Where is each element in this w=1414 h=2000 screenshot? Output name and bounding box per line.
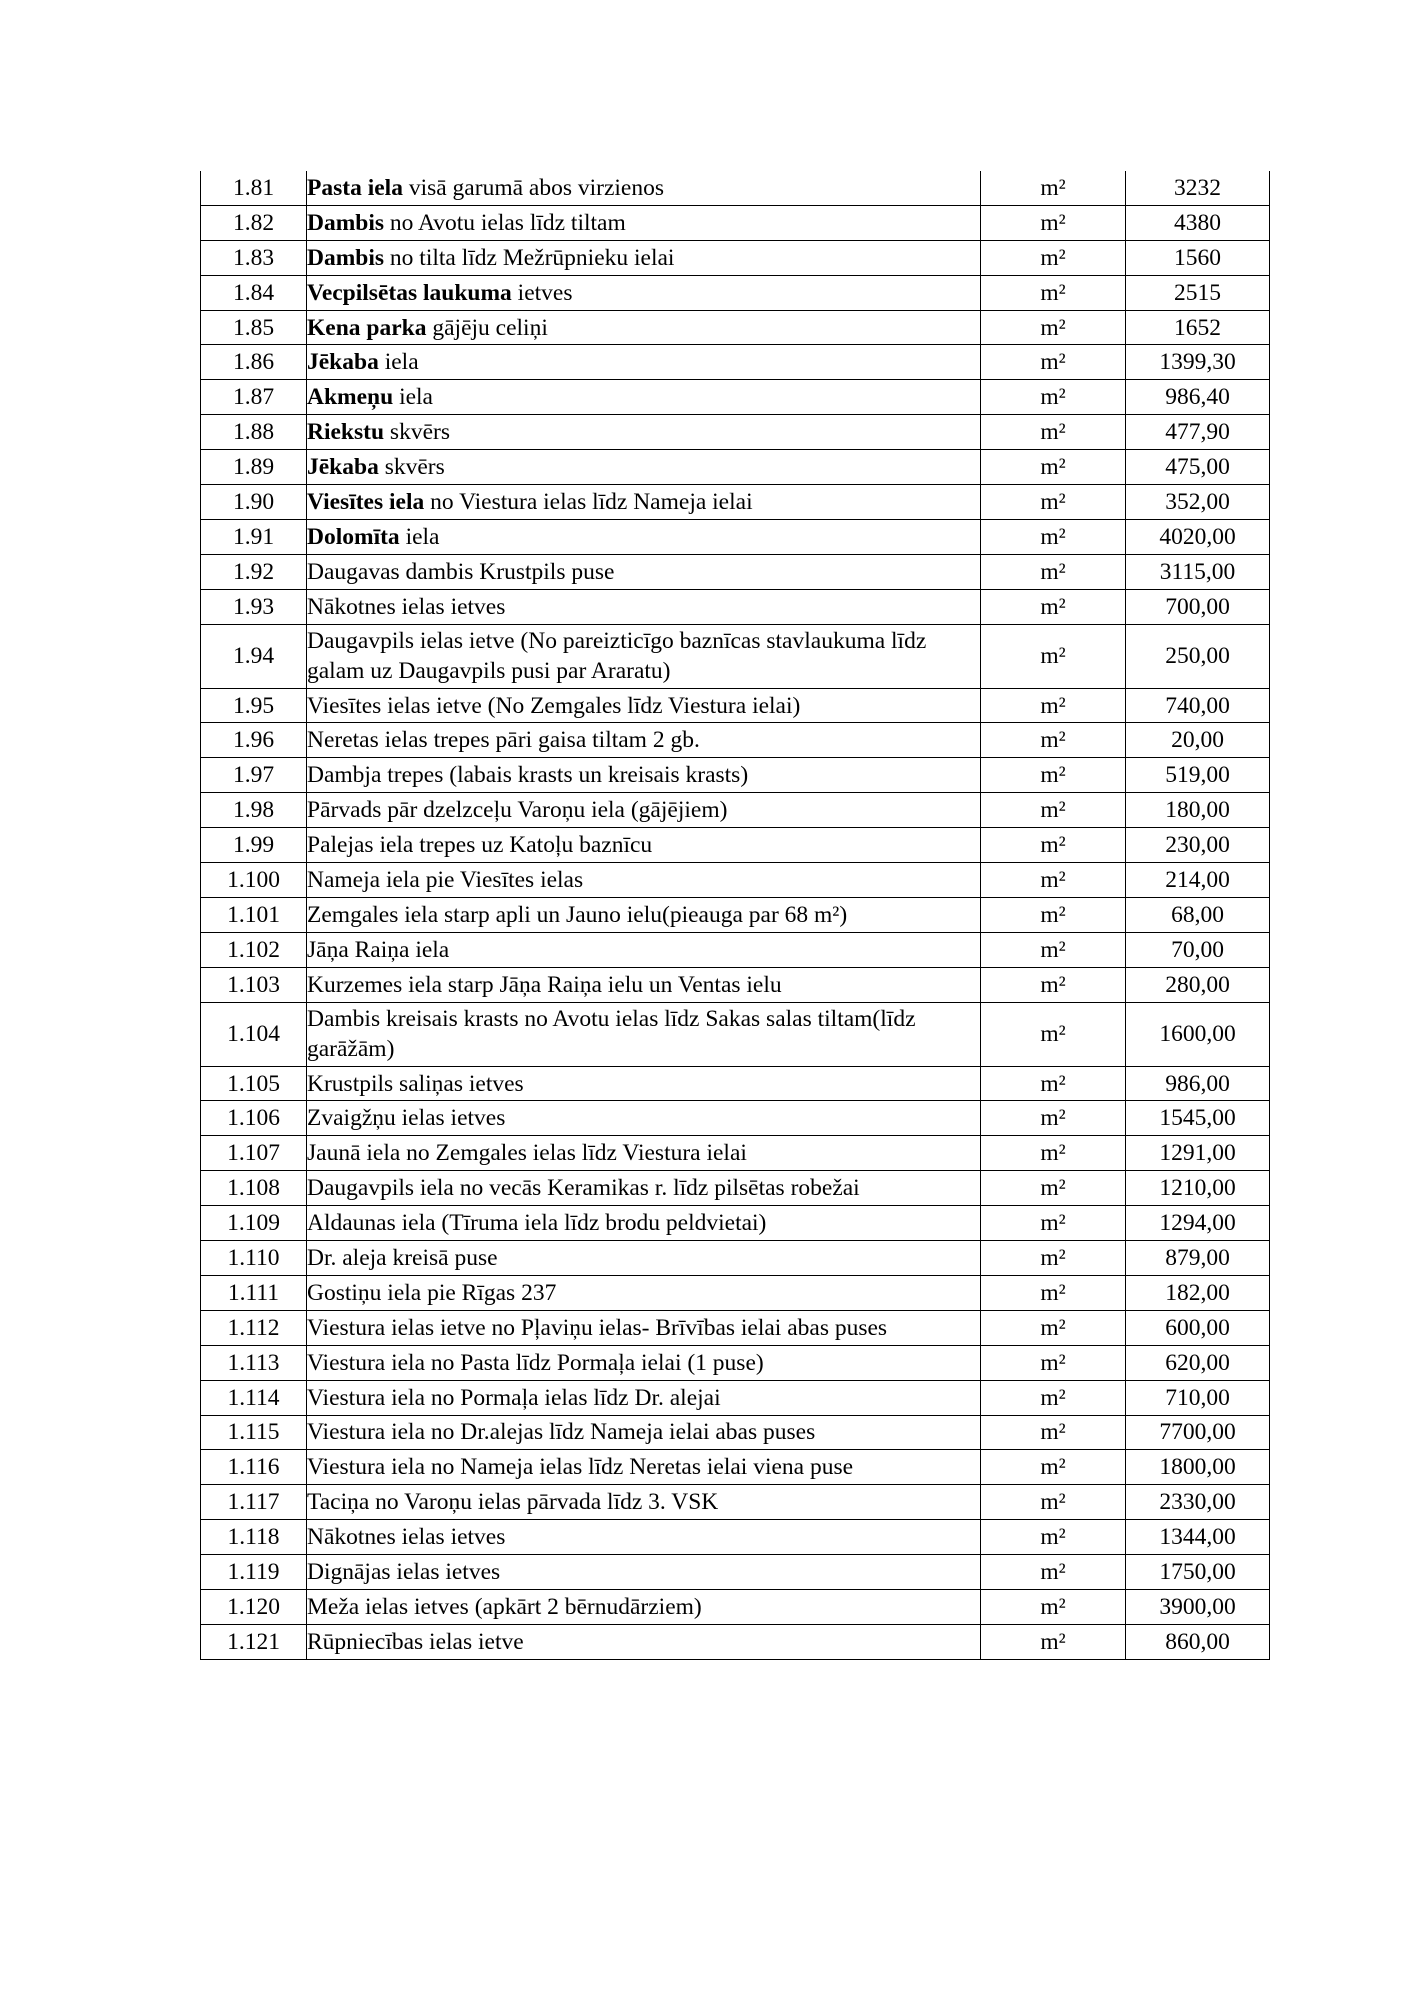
row-unit: m² [981,589,1126,624]
row-description [307,240,981,275]
row-value: 180,00 [1126,793,1270,828]
table-row [201,1241,1270,1276]
row-unit: m² [981,205,1126,240]
row-description [307,380,981,415]
row-description [307,450,981,485]
row-unit: m² [981,967,1126,1002]
row-unit: m² [981,1380,1126,1415]
row-value: 214,00 [1126,863,1270,898]
table-row [201,485,1270,520]
row-number: 1.110 [201,1241,307,1276]
row-number: 1.115 [201,1415,307,1450]
table-row [201,310,1270,345]
table-row [201,554,1270,589]
row-unit: m² [981,380,1126,415]
row-number: 1.100 [201,863,307,898]
row-unit: m² [981,1066,1126,1101]
row-value: 740,00 [1126,688,1270,723]
row-unit: m² [981,1171,1126,1206]
row-unit: m² [981,1520,1126,1555]
row-unit: m² [981,1241,1126,1276]
row-value: 3900,00 [1126,1589,1270,1624]
description-text: Daugavpils ielas ietve (No pareizticīgo baznīcas stavlaukuma līdz galam uz Daugavpils pusi par Araratu) [307,627,927,684]
row-unit: m² [981,793,1126,828]
table-row [201,758,1270,793]
row-value: 879,00 [1126,1241,1270,1276]
row-number: 1.107 [201,1136,307,1171]
row-description [307,1345,981,1380]
row-description [307,624,981,688]
table-row [201,1624,1270,1659]
row-unit: m² [981,275,1126,310]
row-number: 1.104 [201,1002,307,1066]
description-text: no tilta līdz Mežrūpnieku ielai [384,244,675,271]
description-text: Neretas ielas trepes pāri gaisa tiltam 2 gb. [307,727,700,754]
row-value: 4020,00 [1126,519,1270,554]
row-value: 1545,00 [1126,1101,1270,1136]
row-value: 1291,00 [1126,1136,1270,1171]
row-value: 710,00 [1126,1380,1270,1415]
table-row [201,1136,1270,1171]
row-value: 519,00 [1126,758,1270,793]
description-text: Nākotnes ielas ietves [307,593,506,620]
description-text: Pārvads pār dzelzceļu Varoņu iela (gājējiem) [307,797,728,824]
row-value: 477,90 [1126,415,1270,450]
row-unit: m² [981,1589,1126,1624]
row-value: 3115,00 [1126,554,1270,589]
row-number: 1.113 [201,1345,307,1380]
row-number: 1.93 [201,589,307,624]
description-highlight: Jēkaba [307,454,379,481]
table-row [201,240,1270,275]
table-row [201,1206,1270,1241]
row-value: 352,00 [1126,485,1270,520]
table-row [201,793,1270,828]
description-text: Zvaigžņu ielas ietves [307,1105,506,1132]
row-value: 1800,00 [1126,1450,1270,1485]
row-unit: m² [981,1624,1126,1659]
table-row [201,1310,1270,1345]
description-highlight: Riekstu [307,419,385,446]
row-number: 1.118 [201,1520,307,1555]
table-row [201,380,1270,415]
description-text: visā garumā abos virzienos [402,174,664,201]
row-unit: m² [981,1002,1126,1066]
description-text: gājēju celiņi [426,314,548,341]
row-number: 1.112 [201,1310,307,1345]
table-row [201,1450,1270,1485]
row-description [307,589,981,624]
description-highlight: Dambis [307,209,385,236]
row-unit: m² [981,485,1126,520]
row-value: 700,00 [1126,589,1270,624]
row-unit: m² [981,554,1126,589]
row-unit: m² [981,1345,1126,1380]
row-number: 1.99 [201,828,307,863]
row-unit: m² [981,723,1126,758]
row-description [307,793,981,828]
row-unit: m² [981,758,1126,793]
row-value: 70,00 [1126,932,1270,967]
row-number: 1.97 [201,758,307,793]
description-text: Zemgales iela starp apli un Jauno ielu(pieauga par 68 m²) [307,901,848,928]
row-value: 600,00 [1126,1310,1270,1345]
description-text: iela [393,384,433,411]
description-highlight: Dolomīta [307,523,400,550]
row-value: 20,00 [1126,723,1270,758]
table-row [201,1415,1270,1450]
description-highlight: Kena parka [307,314,427,341]
description-text: Dambis kreisais krasts no Avotu ielas līdz Sakas salas tiltam(līdz garāžām) [307,1005,916,1062]
table-row [201,1101,1270,1136]
row-description [307,519,981,554]
description-text: Jaunā iela no Zemgales ielas līdz Viestura ielai [307,1140,747,1167]
row-number: 1.114 [201,1380,307,1415]
row-number: 1.109 [201,1206,307,1241]
row-number: 1.90 [201,485,307,520]
row-description [307,1520,981,1555]
description-text: Krustpils saliņas ietves [307,1070,524,1097]
table-row [201,723,1270,758]
row-description [307,1275,981,1310]
row-value: 620,00 [1126,1345,1270,1380]
table-row [201,1520,1270,1555]
row-description [307,1002,981,1066]
description-text: Aldaunas iela (Tīruma iela līdz brodu peldvietai) [307,1210,767,1237]
table-row [201,828,1270,863]
description-text: Rūpniecības ielas ietve [307,1628,524,1655]
description-text: Kurzemes iela starp Jāņa Raiņa ielu un Ventas ielu [307,971,782,998]
row-number: 1.98 [201,793,307,828]
row-number: 1.105 [201,1066,307,1101]
row-description [307,1624,981,1659]
row-description [307,1415,981,1450]
row-description [307,554,981,589]
row-number: 1.106 [201,1101,307,1136]
row-number: 1.103 [201,967,307,1002]
row-description [307,345,981,380]
row-number: 1.111 [201,1275,307,1310]
table-row [201,1002,1270,1066]
row-unit: m² [981,519,1126,554]
row-unit: m² [981,1310,1126,1345]
row-unit: m² [981,1415,1126,1450]
row-value: 986,40 [1126,380,1270,415]
description-text: iela [378,349,419,376]
row-value: 1652 [1126,310,1270,345]
description-text: Viestura iela no Dr.alejas līdz Nameja ielai abas puses [307,1419,816,1446]
row-description [307,688,981,723]
row-number: 1.85 [201,310,307,345]
row-value: 182,00 [1126,1275,1270,1310]
row-number: 1.121 [201,1624,307,1659]
row-value: 2515 [1126,275,1270,310]
row-value: 3232 [1126,171,1270,205]
row-description [307,310,981,345]
row-number: 1.95 [201,688,307,723]
row-value: 1294,00 [1126,1206,1270,1241]
row-description [307,205,981,240]
table-row [201,415,1270,450]
description-text: Dignājas ielas ietves [307,1559,501,1585]
row-description [307,171,981,205]
description-text: Daugavpils iela no vecās Keramikas r. līdz pilsētas robežai [307,1175,860,1202]
row-value: 1344,00 [1126,1520,1270,1555]
row-description [307,1171,981,1206]
description-text: Viestura iela no Pormaļa ielas līdz Dr. alejai [307,1384,721,1411]
description-text: Palejas iela trepes uz Katoļu baznīcu [307,832,653,859]
table-row [201,1171,1270,1206]
description-text: iela [399,523,440,550]
row-value: 986,00 [1126,1066,1270,1101]
row-number: 1.92 [201,554,307,589]
row-number: 1.83 [201,240,307,275]
description-text: no Viestura ielas līdz Nameja ielai [424,488,753,515]
row-unit: m² [981,897,1126,932]
row-description [307,897,981,932]
description-highlight: Jēkaba [307,349,379,376]
row-number: 1.86 [201,345,307,380]
row-description [307,828,981,863]
row-number: 1.82 [201,205,307,240]
row-description [307,415,981,450]
row-unit: m² [981,450,1126,485]
description-text: Jāņa Raiņa iela [307,936,450,963]
row-value: 230,00 [1126,828,1270,863]
area-table [200,171,1270,1660]
row-number: 1.119 [201,1555,307,1590]
row-description [307,1101,981,1136]
description-text: Nākotnes ielas ietves [307,1524,506,1551]
table-row [201,275,1270,310]
table-row [201,1485,1270,1520]
table-row [201,1555,1270,1590]
row-unit: m² [981,240,1126,275]
table-body [201,171,1270,1659]
description-text: Viesītes ielas ietve (No Zemgales līdz Viestura ielai) [307,692,801,719]
row-value: 4380 [1126,205,1270,240]
table-row [201,1275,1270,1310]
description-text: Nameja iela pie Viesītes ielas [307,866,584,893]
row-description [307,932,981,967]
row-description [307,758,981,793]
row-unit: m² [981,1275,1126,1310]
description-highlight: Viesītes iela [307,488,425,515]
row-description [307,1206,981,1241]
row-value: 475,00 [1126,450,1270,485]
row-value: 860,00 [1126,1624,1270,1659]
row-description [307,275,981,310]
table-row [201,897,1270,932]
row-description [307,1555,981,1590]
row-value: 2330,00 [1126,1485,1270,1520]
table-row [201,589,1270,624]
row-value: 1750,00 [1126,1555,1270,1590]
row-value: 280,00 [1126,967,1270,1002]
description-highlight: Pasta iela [307,174,403,201]
row-description [307,1241,981,1276]
table-row [201,932,1270,967]
row-value: 68,00 [1126,897,1270,932]
row-unit: m² [981,1485,1126,1520]
row-unit: m² [981,863,1126,898]
description-highlight: Vecpilsētas laukuma [307,279,512,306]
row-description [307,863,981,898]
row-unit: m² [981,932,1126,967]
row-value: 1210,00 [1126,1171,1270,1206]
row-number: 1.88 [201,415,307,450]
table-row [201,519,1270,554]
row-unit: m² [981,828,1126,863]
row-value: 1399,30 [1126,345,1270,380]
table-row [201,1345,1270,1380]
row-number: 1.81 [201,171,307,205]
row-unit: m² [981,171,1126,205]
description-text: Viestura iela no Pasta līdz Pormaļa ielai (1 puse) [307,1349,764,1376]
row-unit: m² [981,1101,1126,1136]
table-row [201,967,1270,1002]
description-text: Dambja trepes (labais krasts un kreisais krasts) [307,762,749,789]
row-number: 1.108 [201,1171,307,1206]
row-number: 1.87 [201,380,307,415]
row-number: 1.91 [201,519,307,554]
description-text: no Avotu ielas līdz tiltam [384,209,626,236]
description-text: ietves [511,279,573,306]
description-text: Taciņa no Varoņu ielas pārvada līdz 3. VSK [307,1489,719,1516]
row-unit: m² [981,1206,1126,1241]
row-description [307,1066,981,1101]
description-text: Meža ielas ietves (apkārt 2 bērnudārziem) [307,1593,702,1620]
row-description [307,1380,981,1415]
description-text: skvērs [378,454,445,481]
table-row [201,1589,1270,1624]
row-number: 1.101 [201,897,307,932]
row-description [307,1485,981,1520]
description-highlight: Akmeņu [307,384,394,411]
table-row [201,345,1270,380]
table-row [201,1380,1270,1415]
table-row [201,688,1270,723]
row-number: 1.84 [201,275,307,310]
row-number: 1.89 [201,450,307,485]
row-unit: m² [981,688,1126,723]
row-number: 1.120 [201,1589,307,1624]
row-unit: m² [981,1555,1126,1590]
description-text: Dr. aleja kreisā puse [307,1244,498,1271]
row-description [307,1589,981,1624]
description-text: Daugavas dambis Krustpils puse [307,558,615,585]
description-text: Viestura ielas ietve no Pļaviņu ielas- Brīvības ielai abas puses [307,1314,888,1341]
row-unit: m² [981,415,1126,450]
row-number: 1.94 [201,624,307,688]
table-row [201,624,1270,688]
row-unit: m² [981,1136,1126,1171]
row-description [307,1450,981,1485]
table-row [201,863,1270,898]
row-value: 1600,00 [1126,1002,1270,1066]
description-text: Gostiņu iela pie Rīgas 237 [307,1279,557,1306]
row-unit: m² [981,345,1126,380]
row-number: 1.117 [201,1485,307,1520]
row-unit: m² [981,624,1126,688]
row-description [307,1310,981,1345]
row-number: 1.116 [201,1450,307,1485]
row-value: 1560 [1126,240,1270,275]
row-value: 7700,00 [1126,1415,1270,1450]
description-text: Viestura iela no Nameja ielas līdz Neretas ielai viena puse [307,1454,854,1481]
table-row [201,171,1270,205]
description-highlight: Dambis [307,244,385,271]
table-row [201,1066,1270,1101]
table-row [201,450,1270,485]
row-unit: m² [981,1450,1126,1485]
table-row [201,205,1270,240]
row-unit: m² [981,310,1126,345]
row-description [307,723,981,758]
row-number: 1.102 [201,932,307,967]
description-text: skvērs [384,419,450,446]
row-description [307,485,981,520]
row-number: 1.96 [201,723,307,758]
row-description [307,1136,981,1171]
row-value: 250,00 [1126,624,1270,688]
row-description [307,967,981,1002]
